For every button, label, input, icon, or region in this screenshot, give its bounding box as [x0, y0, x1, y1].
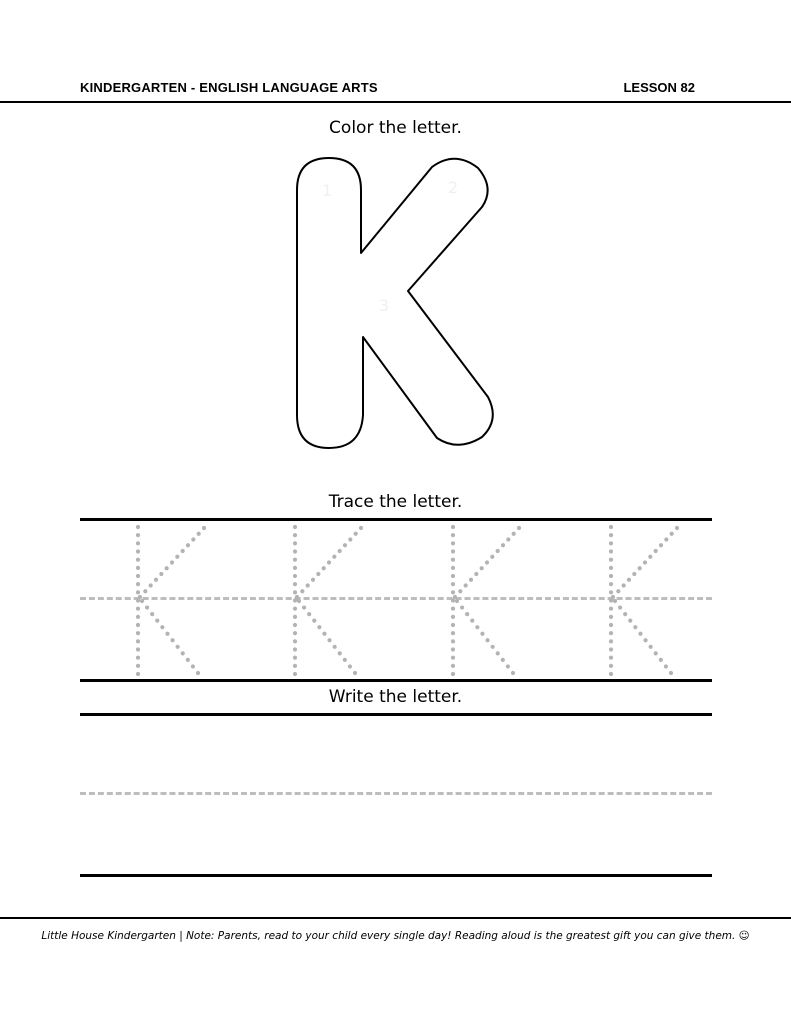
- trace-letter-k[interactable]: [451, 525, 521, 676]
- trace-letter-k[interactable]: [136, 525, 206, 676]
- stroke-number-2: 2: [448, 178, 459, 197]
- write-top-line[interactable]: [80, 713, 712, 716]
- lesson-number: LESSON 82: [623, 80, 695, 95]
- trace-letter-k[interactable]: [293, 525, 363, 676]
- footer-divider: [0, 917, 791, 919]
- worksheet-subject: KINDERGARTEN - ENGLISH LANGUAGE ARTS: [80, 80, 378, 95]
- write-instruction: Write the letter.: [328, 687, 463, 707]
- stroke-number-3: 3: [379, 296, 390, 315]
- color-instruction: Color the letter.: [329, 118, 462, 138]
- write-midline[interactable]: [80, 792, 712, 795]
- footer-note: Little House Kindergarten | Note: Parents, read to your child every single day! Reading aloud is the greatest gift you can give them. ☺: [41, 930, 750, 942]
- trace-letter-k[interactable]: [609, 525, 679, 676]
- stroke-number-1: 1: [322, 181, 333, 200]
- trace-instruction: Trace the letter.: [328, 492, 463, 512]
- write-baseline[interactable]: [80, 874, 712, 877]
